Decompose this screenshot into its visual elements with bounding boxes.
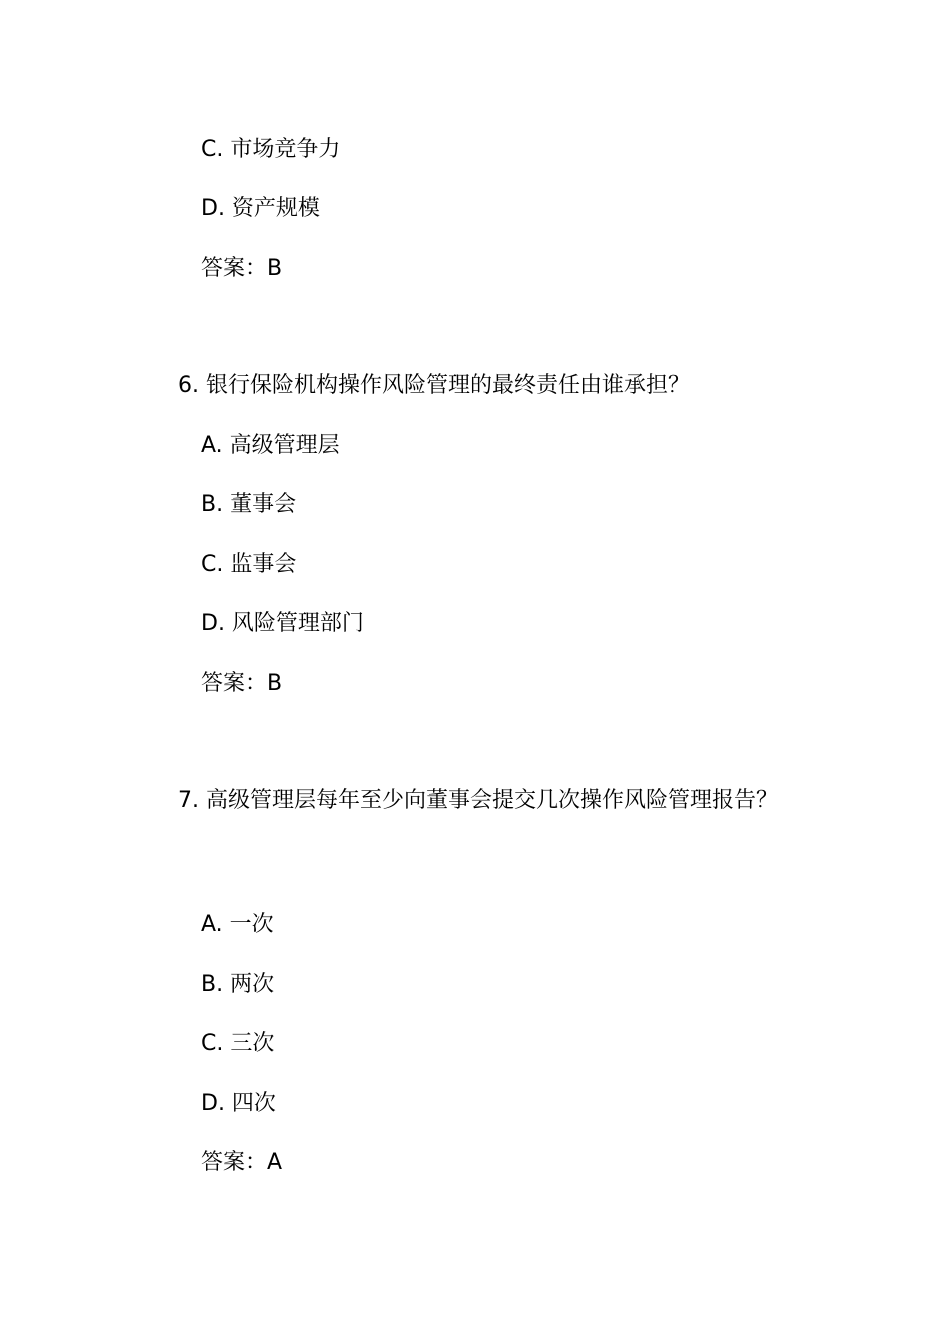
q6-option-b: B. 董事会 (201, 492, 297, 517)
q7-option-b: B. 两次 (201, 972, 275, 997)
q6-option-d: D. 风险管理部门 (201, 611, 364, 636)
q6-option-c: C. 监事会 (201, 552, 297, 577)
q6-answer: 答案：B (201, 671, 283, 696)
q7-option-d: D. 四次 (201, 1091, 276, 1116)
q7-answer: 答案：A (201, 1150, 283, 1175)
q5-option-c: C. 市场竞争力 (201, 137, 341, 162)
q7-option-a: A. 一次 (201, 912, 274, 937)
q7-option-c: C. 三次 (201, 1031, 275, 1056)
q5-option-d: D. 资产规模 (201, 196, 320, 221)
q6-question: 6. 银行保险机构操作风险管理的最终责任由谁承担？ (178, 373, 690, 398)
q7-question: 7. 高级管理层每年至少向董事会提交几次操作风险管理报告？ (178, 788, 778, 813)
q6-option-a: A. 高级管理层 (201, 433, 340, 458)
q5-answer: 答案：B (201, 256, 283, 281)
